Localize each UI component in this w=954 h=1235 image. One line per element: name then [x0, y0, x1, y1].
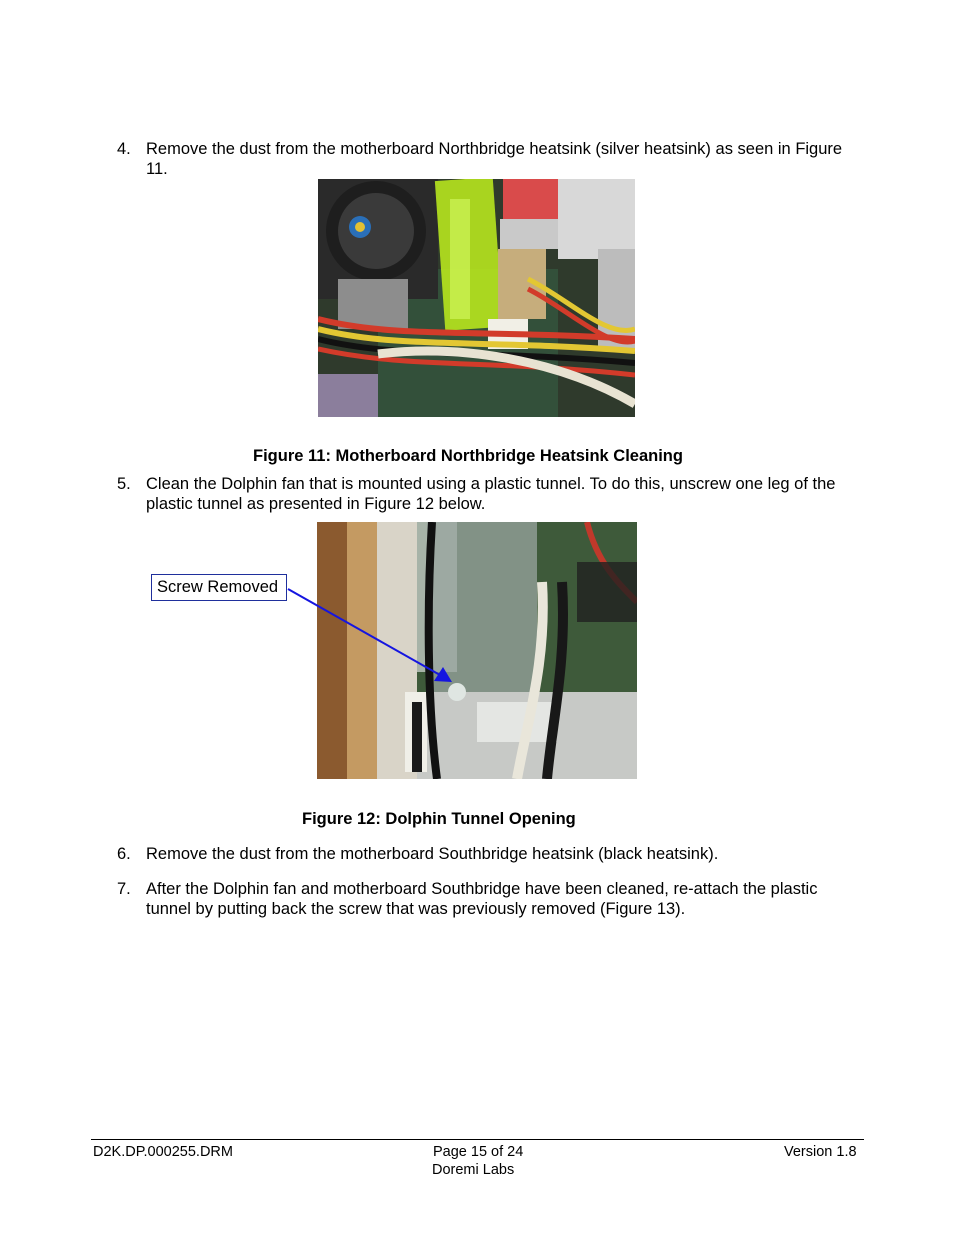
footer-version: Version 1.8 — [784, 1144, 857, 1160]
footer-page-number: Page 15 of 24 — [433, 1144, 524, 1160]
step-number: 6. — [117, 845, 131, 863]
step-text: Remove the dust from the motherboard Southbridge heatsink (black heatsink). — [146, 845, 719, 863]
step-text: After the Dolphin fan and motherboard Southbridge have been cleaned, re-attach the plastic tunnel by putting back the screw that was previously removed (Figure 13). — [146, 880, 818, 918]
footer-divider — [91, 1139, 864, 1140]
figure-11-caption: Figure 11: Motherboard Northbridge Heatsink Cleaning — [253, 447, 683, 465]
footer-company: Doremi Labs — [432, 1162, 515, 1178]
step-text: Remove the dust from the motherboard Northbridge heatsink (silver heatsink) as seen in Figure 11. — [146, 140, 843, 178]
footer-doc-id: D2K.DP.000255.DRM — [93, 1144, 233, 1160]
step-number: 5. — [117, 475, 131, 493]
step-number: 7. — [117, 880, 131, 898]
figure-12-caption: Figure 12: Dolphin Tunnel Opening — [302, 810, 576, 828]
step-text: Clean the Dolphin fan that is mounted using a plastic tunnel. To do this, unscrew one leg of the plastic tunnel as presented in Figure 12 below. — [146, 475, 836, 513]
step-number: 4. — [117, 140, 131, 158]
screw-removed-callout: Screw Removed — [151, 574, 287, 601]
